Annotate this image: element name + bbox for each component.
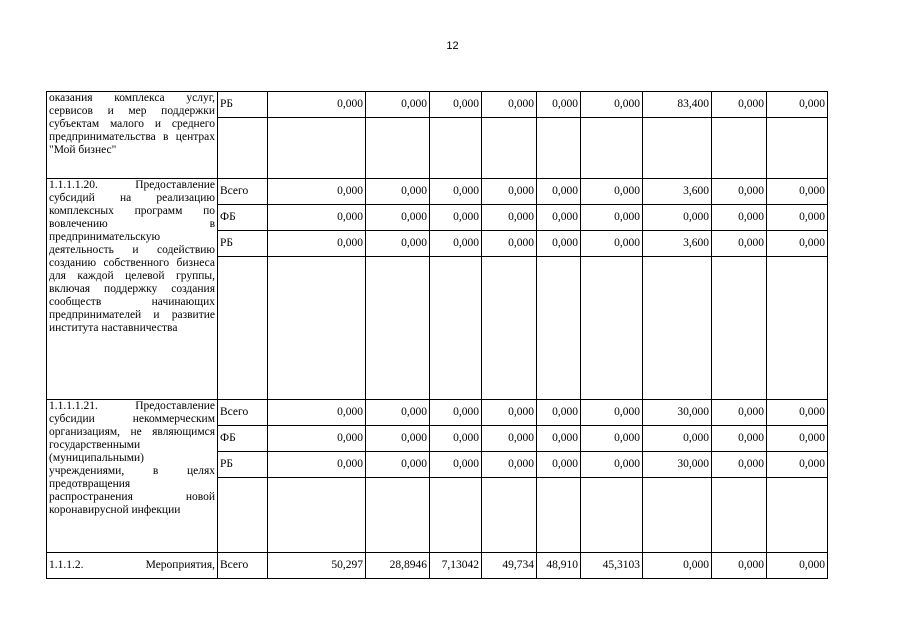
value-cell: 0,000: [366, 92, 430, 118]
table-row: [47, 400, 828, 426]
value-cell: 0,000: [366, 179, 430, 205]
value-cell: 0,000: [643, 426, 712, 452]
funding-source-cell: Всего: [218, 553, 268, 579]
value-cell: 3,600: [643, 231, 712, 257]
value-cell: 0,000: [537, 179, 581, 205]
row-code: 1.1.1.2.: [49, 559, 84, 571]
empty-cell: [366, 118, 430, 179]
table-body: [47, 92, 828, 579]
value-cell: 28,8946: [366, 553, 430, 579]
value-cell: 0,000: [430, 92, 482, 118]
table-row: [47, 92, 828, 118]
empty-cell: [767, 257, 828, 400]
value-cell: 0,000: [581, 205, 643, 231]
value-cell: 0,000: [712, 426, 767, 452]
funding-source-cell: РБ: [218, 452, 268, 478]
value-cell: 0,000: [366, 426, 430, 452]
value-cell: 0,000: [268, 400, 366, 426]
value-cell: 7,13042: [430, 553, 482, 579]
table-row-1-1-1-2: [47, 553, 828, 579]
value-cell: 0,000: [482, 179, 537, 205]
value-cell: 0,000: [537, 426, 581, 452]
value-cell: 0,000: [482, 400, 537, 426]
value-cell: 3,600: [643, 179, 712, 205]
value-cell: 0,000: [482, 205, 537, 231]
value-cell: 30,000: [643, 400, 712, 426]
empty-cell: [712, 257, 767, 400]
value-cell: 0,000: [767, 179, 828, 205]
empty-cell: [366, 478, 430, 553]
value-cell: 0,000: [537, 205, 581, 231]
empty-cell: [430, 257, 482, 400]
value-cell: 0,000: [581, 426, 643, 452]
funding-source-cell: ФБ: [218, 426, 268, 452]
budget-table: [46, 91, 828, 579]
value-cell: 0,000: [537, 231, 581, 257]
funding-source-cell: Всего: [218, 400, 268, 426]
empty-cell: [643, 478, 712, 553]
value-cell: 0,000: [430, 205, 482, 231]
value-cell: 0,000: [430, 179, 482, 205]
empty-cell: [218, 478, 268, 553]
empty-cell: [430, 478, 482, 553]
empty-cell: [712, 118, 767, 179]
empty-cell: [537, 478, 581, 553]
value-cell: 48,910: [537, 553, 581, 579]
value-cell: 0,000: [268, 205, 366, 231]
empty-cell: [767, 478, 828, 553]
value-cell: 0,000: [581, 452, 643, 478]
value-cell: 0,000: [767, 400, 828, 426]
value-cell: 0,000: [430, 400, 482, 426]
empty-cell: [581, 478, 643, 553]
value-cell: 0,000: [643, 553, 712, 579]
value-cell: 0,000: [366, 400, 430, 426]
value-cell: 0,000: [482, 231, 537, 257]
empty-cell: [268, 118, 366, 179]
value-cell: 0,000: [482, 452, 537, 478]
value-cell: 0,000: [581, 231, 643, 257]
value-cell: 0,000: [767, 452, 828, 478]
empty-cell: [218, 118, 268, 179]
empty-cell: [482, 118, 537, 179]
empty-cell: [712, 478, 767, 553]
table-row: [47, 179, 828, 205]
value-cell: 0,000: [712, 231, 767, 257]
empty-cell: [430, 118, 482, 179]
value-cell: 0,000: [430, 452, 482, 478]
value-cell: 0,000: [712, 205, 767, 231]
row-title: Мероприятия,: [145, 559, 215, 571]
funding-source-cell: Всего: [218, 179, 268, 205]
empty-cell: [482, 257, 537, 400]
funding-source-cell: РБ: [218, 92, 268, 118]
row-description: 1.1.1.1.20. Предоставление субсидий на реализацию комплексных программ по вовлечению в предпринимательскую деятельность и содействию созданию собственного бизнеса для каждой целевой группы, включая поддержку создания сообществ начинающих предпринимателей и развитие института наставничества: [47, 179, 218, 400]
value-cell: 0,000: [268, 179, 366, 205]
empty-cell: [218, 257, 268, 400]
value-cell: 0,000: [712, 452, 767, 478]
value-cell: 0,000: [366, 452, 430, 478]
empty-cell: [366, 257, 430, 400]
value-cell: 0,000: [712, 553, 767, 579]
value-cell: 0,000: [482, 426, 537, 452]
value-cell: 0,000: [366, 231, 430, 257]
value-cell: 0,000: [712, 92, 767, 118]
empty-cell: [643, 257, 712, 400]
value-cell: 83,400: [643, 92, 712, 118]
empty-cell: [767, 118, 828, 179]
value-cell: 50,297: [268, 553, 366, 579]
value-cell: 0,000: [482, 92, 537, 118]
value-cell: 0,000: [643, 205, 712, 231]
row-description: 1.1.1.1.21. Предоставление субсидии некоммерческим организациям, не являющимся государственными (муниципальными) учреждениями, в целях предотвращения распространения новой коронавирусной инфекции: [47, 400, 218, 553]
value-cell: 0,000: [767, 426, 828, 452]
value-cell: 0,000: [537, 400, 581, 426]
empty-cell: [581, 118, 643, 179]
value-cell: 0,000: [537, 92, 581, 118]
empty-cell: [581, 257, 643, 400]
page-number: 12: [446, 40, 459, 52]
value-cell: 0,000: [366, 205, 430, 231]
value-cell: 0,000: [767, 231, 828, 257]
empty-cell: [537, 257, 581, 400]
value-cell: 0,000: [537, 452, 581, 478]
value-cell: 0,000: [767, 205, 828, 231]
value-cell: 0,000: [712, 179, 767, 205]
value-cell: 0,000: [268, 92, 366, 118]
value-cell: 0,000: [430, 426, 482, 452]
value-cell: 0,000: [712, 400, 767, 426]
value-cell: 49,734: [482, 553, 537, 579]
value-cell: 0,000: [581, 400, 643, 426]
value-cell: 0,000: [430, 231, 482, 257]
empty-cell: [268, 257, 366, 400]
value-cell: 0,000: [767, 553, 828, 579]
value-cell: 0,000: [268, 426, 366, 452]
value-cell: 0,000: [581, 179, 643, 205]
funding-source-cell: РБ: [218, 231, 268, 257]
funding-source-cell: ФБ: [218, 205, 268, 231]
empty-cell: [537, 118, 581, 179]
empty-cell: [643, 118, 712, 179]
row-description: оказания комплекса услуг, сервисов и мер поддержки субъектам малого и среднего предпринимательства в центрах "Мой бизнес": [47, 92, 218, 179]
value-cell: 0,000: [767, 92, 828, 118]
row-description: [47, 553, 218, 579]
value-cell: 45,3103: [581, 553, 643, 579]
value-cell: 0,000: [581, 92, 643, 118]
empty-cell: [268, 478, 366, 553]
value-cell: 0,000: [268, 452, 366, 478]
empty-cell: [482, 478, 537, 553]
value-cell: 0,000: [268, 231, 366, 257]
value-cell: 30,000: [643, 452, 712, 478]
